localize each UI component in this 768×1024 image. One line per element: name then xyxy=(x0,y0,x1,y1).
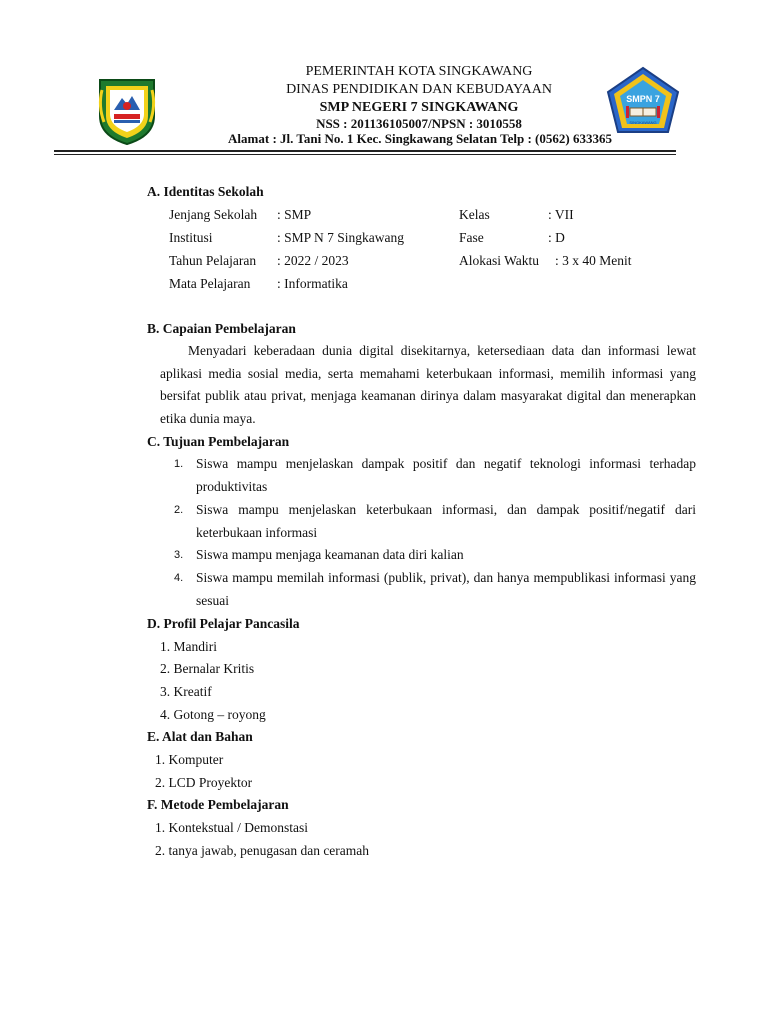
section-e-title: E. Alat dan Bahan xyxy=(147,729,253,744)
school-name: SMP NEGERI 7 SINGKAWANG xyxy=(319,100,519,115)
list-item xyxy=(174,453,696,498)
value-alokasi: : 3 x 40 Menit xyxy=(555,253,632,268)
list-number: 4. xyxy=(174,572,184,584)
value-jenjang: : SMP xyxy=(277,207,312,222)
header-divider-thick xyxy=(54,150,676,152)
value-kelas: : VII xyxy=(548,207,574,222)
list-item: 1. Kontekstual / Demonstasi xyxy=(155,820,308,835)
label-kelas: Kelas xyxy=(459,207,490,222)
list-item: 1. Mandiri xyxy=(160,639,217,654)
label-institusi: Institusi xyxy=(169,230,213,245)
label-alokasi: Alokasi Waktu xyxy=(459,253,540,268)
list-text: Siswa mampu menjaga keamanan data diri kalian xyxy=(196,547,464,562)
list-number: 2. xyxy=(174,504,184,516)
list-item xyxy=(174,499,696,544)
label-fase: Fase xyxy=(459,230,484,245)
school-logo-icon xyxy=(606,66,680,134)
value-mapel: : Informatika xyxy=(277,276,348,291)
list-item: 3. Kreatif xyxy=(160,684,212,699)
label-tahun: Tahun Pelajaran xyxy=(169,253,257,268)
section-f-title: F. Metode Pembelajaran xyxy=(147,797,289,812)
section-c-title: C. Tujuan Pembelajaran xyxy=(147,434,290,449)
list-item: 2. tanya jawab, penugasan dan ceramah xyxy=(155,843,370,858)
value-institusi: : SMP N 7 Singkawang xyxy=(277,230,405,245)
label-mapel: Mata Pelajaran xyxy=(169,276,251,291)
section-d-title: D. Profil Pelajar Pancasila xyxy=(147,616,300,631)
list-number: 1. xyxy=(174,458,184,470)
list-text: Siswa mampu memilah informasi (publik, privat), dan hanya mempublikasi informasi yang sesuai xyxy=(196,570,696,608)
svg-text:SINGKAWANG: SINGKAWANG xyxy=(629,120,657,125)
label-jenjang: Jenjang Sekolah xyxy=(169,207,258,222)
header-divider-thin xyxy=(54,154,676,155)
list-text: Siswa mampu menjelaskan keterbukaan informasi, dan dampak positif/negatif dari keterbukaan informasi xyxy=(196,502,696,540)
gov-title: PEMERINTAH KOTA SINGKAWANG xyxy=(305,64,533,79)
section-a-title: A. Identitas Sekolah xyxy=(147,184,264,199)
list-item: 2. Bernalar Kritis xyxy=(160,661,255,676)
list-text: Siswa mampu menjelaskan dampak positif dan negatif teknologi informasi terhadap produktivitas xyxy=(196,456,696,494)
city-emblem-icon xyxy=(96,76,158,146)
section-b-title: B. Capaian Pembelajaran xyxy=(147,321,296,336)
list-item: 2. LCD Proyektor xyxy=(155,775,253,790)
list-item: 4. Gotong – royong xyxy=(160,707,266,722)
dept-title: DINAS PENDIDIKAN DAN KEBUDAYAAN xyxy=(286,82,552,97)
list-item xyxy=(174,567,696,612)
list-item: 1. Komputer xyxy=(155,752,224,767)
svg-text:SMPN 7: SMPN 7 xyxy=(626,94,660,104)
value-tahun: : 2022 / 2023 xyxy=(277,253,349,268)
capaian-paragraph: Menyadari keberadaan dunia digital disekitarnya, ketersediaan data dan informasi lewat aplikasi media sosial media, serta memahami keterbukaan informasi, memilih informasi yang bersifat publik atau privat, menjaga keamanan dirinya dalam masyarakat digital dan menerapkan etika dunia maya. xyxy=(160,343,696,426)
school-nss: NSS : 201136105007/NPSN : 3010558 xyxy=(316,116,522,131)
value-fase: : D xyxy=(548,230,565,245)
list-number: 3. xyxy=(174,549,184,561)
school-address: Alamat : Jl. Tani No. 1 Kec. Singkawang Selatan Telp : (0562) 633365 xyxy=(228,131,612,146)
list-item xyxy=(174,544,696,567)
